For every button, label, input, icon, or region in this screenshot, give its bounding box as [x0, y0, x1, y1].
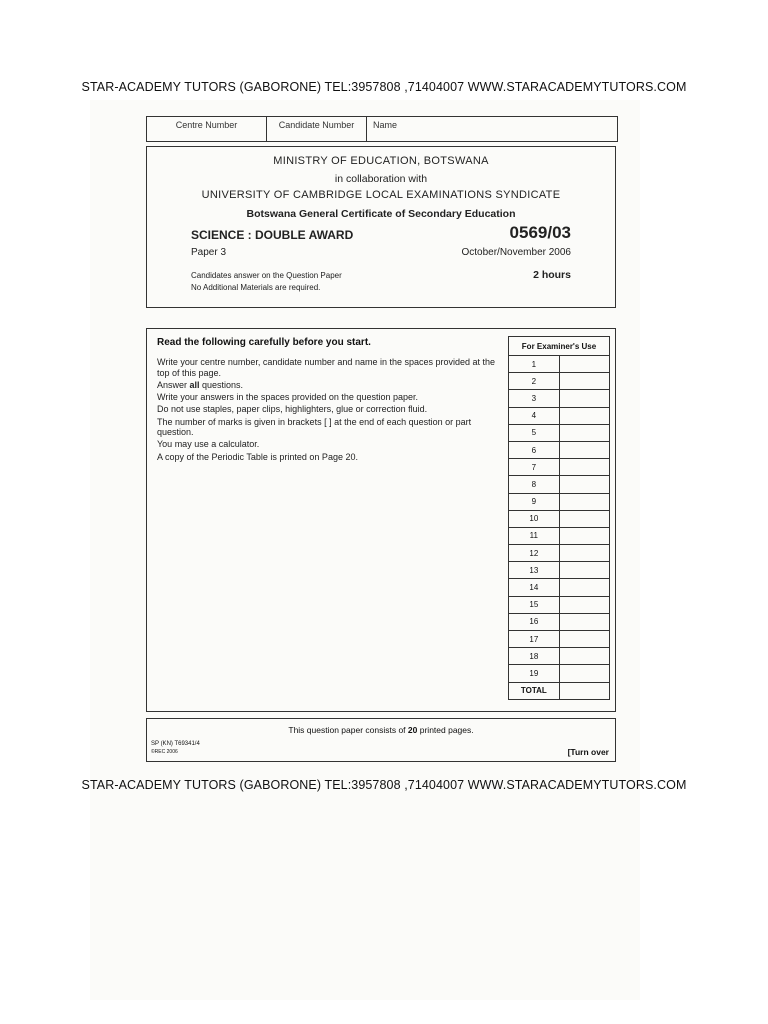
mark-cell: [559, 562, 609, 579]
footer-box: [146, 718, 616, 762]
table-row: [509, 648, 610, 665]
question-number-cell: 7: [509, 459, 560, 476]
list-item: Write your answers in the spaces provided on the question paper.: [157, 392, 418, 403]
mark-cell: [559, 665, 609, 682]
mark-cell: [559, 545, 609, 562]
table-row: [509, 665, 610, 682]
copyright-note: ©REC 2006: [151, 749, 178, 755]
table-row: [509, 613, 610, 630]
question-number-cell: 18: [509, 648, 560, 665]
certificate-title: Botswana General Certificate of Secondary Education: [246, 208, 516, 220]
mark-cell: [559, 424, 609, 441]
ministry-title: MINISTRY OF EDUCATION, BOTSWANA: [273, 155, 489, 167]
table-row: [509, 682, 610, 699]
question-number-cell: 11: [509, 527, 560, 544]
question-number-cell: 8: [509, 476, 560, 493]
list-item: The number of marks is given in brackets [ ] at the end of each question or part question.: [157, 416, 472, 438]
list-item: A copy of the Periodic Table is printed on Page 20.: [157, 451, 358, 462]
table-row: [509, 356, 610, 373]
table-row: [509, 441, 610, 458]
mark-cell: [559, 407, 609, 424]
exam-session: October/November 2006: [461, 247, 571, 258]
question-number-cell: 16: [509, 613, 560, 630]
mark-cell: [559, 441, 609, 458]
top-banner: STAR-ACADEMY TUTORS (GABORONE) TEL:3957808 ,71404007 WWW.STARACADEMYTUTORS.COM: [81, 80, 687, 94]
mark-cell: [559, 356, 609, 373]
mark-cell: [559, 527, 609, 544]
table-row: [509, 631, 610, 648]
mark-cell: [559, 631, 609, 648]
question-number-cell: 17: [509, 631, 560, 648]
mark-cell: [559, 596, 609, 613]
mark-cell: [559, 493, 609, 510]
bottom-banner: STAR-ACADEMY TUTORS (GABORONE) TEL:3957808 ,71404007 WWW.STARACADEMYTUTORS.COM: [81, 778, 687, 792]
question-number-cell: 15: [509, 596, 560, 613]
mark-cell: [559, 579, 609, 596]
mark-cell: [559, 613, 609, 630]
table-row: [509, 493, 610, 510]
instructions-list: [157, 357, 502, 464]
page-count-note: This question paper consists of 20 printed pages.: [288, 725, 474, 735]
table-row: [509, 407, 610, 424]
question-number-cell: 9: [509, 493, 560, 510]
subject-title: SCIENCE : DOUBLE AWARD: [191, 228, 354, 242]
list-item: Write your centre number, candidate number and name in the spaces provided at the top of this page.: [157, 357, 496, 378]
question-number-cell: 4: [509, 407, 560, 424]
list-item: You may use a calculator.: [157, 439, 260, 450]
question-number-cell: 12: [509, 545, 560, 562]
centre-number-field: Centre Number: [147, 117, 267, 141]
paper-number: Paper 3: [191, 247, 227, 258]
paper-reference: SP (KN) T69341/4: [151, 741, 200, 747]
mark-cell: [559, 459, 609, 476]
table-row: [509, 424, 610, 441]
syndicate-title: UNIVERSITY OF CAMBRIDGE LOCAL EXAMINATIONS SYNDICATE: [201, 189, 561, 201]
question-number-cell: 3: [509, 390, 560, 407]
table-row: [509, 390, 610, 407]
candidate-id-bar: [146, 116, 618, 142]
question-number-cell: 10: [509, 510, 560, 527]
collaboration-text: in collaboration with: [334, 173, 428, 185]
table-row: [509, 476, 610, 493]
examiner-use-table: [508, 336, 610, 700]
question-number-cell: 19: [509, 665, 560, 682]
table-row: [509, 459, 610, 476]
question-number-cell: 13: [509, 562, 560, 579]
table-row: [509, 527, 610, 544]
examiner-table-header: For Examiner's Use: [509, 337, 610, 356]
exam-duration: 2 hours: [533, 269, 571, 281]
question-number-cell: 14: [509, 579, 560, 596]
list-item: Do not use staples, paper clips, highlighters, glue or correction fluid.: [157, 404, 428, 415]
mark-cell: [559, 648, 609, 665]
exam-info-box: [146, 146, 616, 308]
candidate-number-field: Candidate Number: [267, 117, 367, 141]
question-number-cell: 6: [509, 441, 560, 458]
table-row: [509, 373, 610, 390]
table-row: [509, 510, 610, 527]
question-number-cell: 2: [509, 373, 560, 390]
answer-instruction: Candidates answer on the Question Paper: [191, 271, 342, 280]
table-row: [509, 596, 610, 613]
mark-cell: [559, 390, 609, 407]
mark-cell: [559, 682, 609, 699]
list-item: Answer all questions.: [157, 379, 244, 390]
name-field: Name: [373, 120, 398, 130]
mark-cell: [559, 476, 609, 493]
table-row: [509, 562, 610, 579]
turn-over-note: [Turn over: [567, 747, 609, 757]
instructions-title: Read the following carefully before you start.: [157, 337, 371, 348]
question-number-cell: 5: [509, 424, 560, 441]
table-row: [509, 579, 610, 596]
mark-cell: [559, 373, 609, 390]
table-row: [509, 545, 610, 562]
materials-instruction: No Additional Materials are required.: [191, 283, 321, 292]
question-number-cell: TOTAL: [509, 682, 560, 699]
mark-cell: [559, 510, 609, 527]
paper-code: 0569/03: [509, 223, 571, 242]
question-number-cell: 1: [509, 356, 560, 373]
